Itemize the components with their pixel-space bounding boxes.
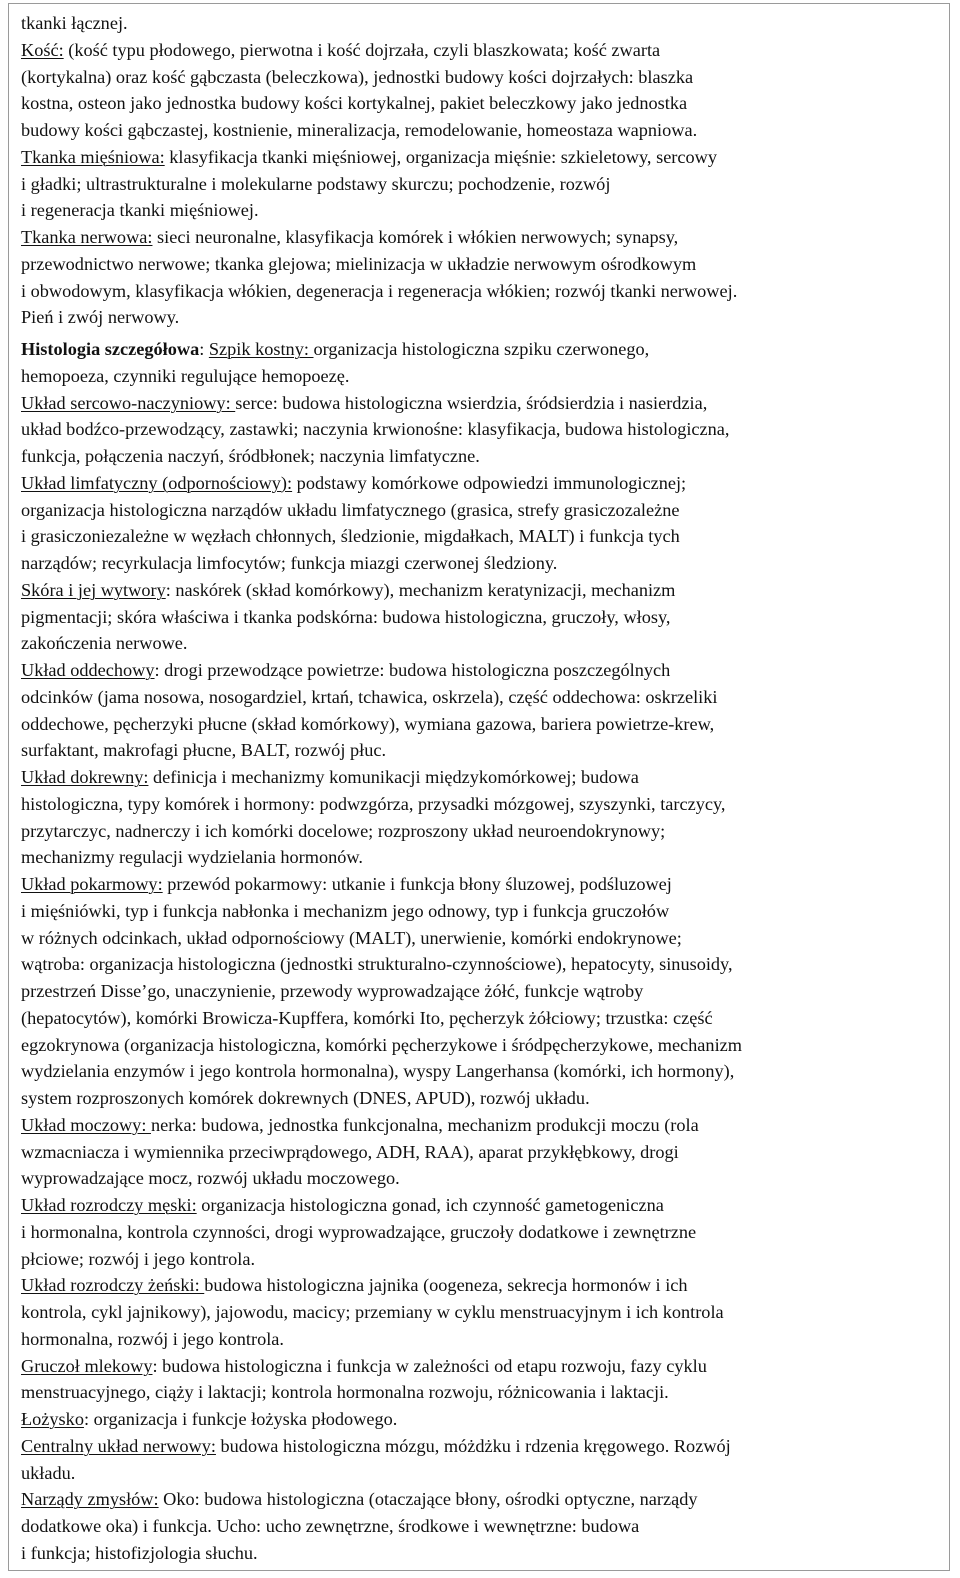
text-line (21, 764, 941, 791)
section-heading: Kość: (21, 39, 64, 60)
text-run: i mięśniówki, typ i funkcja nabłonka i mechanizm jego odnowy, typ i funkcja gruczołów (21, 900, 670, 921)
text-line (21, 1540, 941, 1567)
text-line (21, 1085, 941, 1112)
text-line (21, 1353, 941, 1380)
text-run: (hepatocytów), komórki Browicza-Kupffera, komórki Ito, pęcherzyk żółciowy; trzustka: część (21, 1007, 713, 1028)
text-run: i regeneracja tkanki mięśniowej. (21, 200, 259, 221)
text-line (21, 978, 941, 1005)
section-heading: Tkanka mięśniowa: (21, 146, 165, 167)
text-run: serce: budowa histologiczna wsierdzia, śródsierdzia i nasierdzia, (235, 392, 708, 413)
text-run: i gładki; ultrastrukturalne i molekularne podstawy skurczu; pochodzenie, rozwój (21, 173, 611, 194)
text-run: : (199, 339, 209, 359)
text-run: mechanizmy regulacji wydzielania hormonów. (21, 847, 363, 868)
text-run: narządów; recyrkulacja limfocytów; funkcja miazgi czerwonej śledziony. (21, 553, 558, 573)
text-run: : budowa histologiczna i funkcja w zależności od etapu rozwoju, fazy cyklu (152, 1355, 707, 1376)
text-run: i grasiczoniezależne w węzłach chłonnych, śledzionie, migdałkach, MALT) i funkcja tych (21, 526, 680, 547)
section-heading: Układ sercowo-naczyniowy: (21, 392, 236, 413)
bold-heading: Histologia szczegółowa (21, 339, 200, 359)
text-line (21, 470, 941, 497)
text-line (21, 737, 941, 764)
text-run: : naskórek (skład komórkowy), mechanizm keratynizacji, mechanizm (165, 579, 676, 600)
text-run: funkcja, połączenia naczyń, śródbłonek; naczynia limfatyczne. (21, 446, 480, 466)
text-run: wzmacniacza i wymiennika przeciwprądowego, ADH, RAA), aparat przykłębkowy, drogi (21, 1141, 679, 1162)
text-run: wątroba: organizacja histologiczna (jednostki strukturalno-czynnościowe), hepatocyty, sinusoidy, (21, 954, 733, 975)
text-line (21, 416, 941, 443)
section-heading: Łożysko (21, 1409, 84, 1429)
text-run: Oko: budowa histologiczna (otaczające błony, ośrodki optyczne, narządy (158, 1489, 698, 1510)
text-run: definicja i mechanizmy komunikacji międzykomórkowej; budowa (148, 767, 639, 787)
text-run: (kortykalna) oraz kość gąbczasta (beleczkowa), jednostki budowy kości dojrzałych: blaszka (21, 66, 694, 87)
section-heading: Szpik kostny: (208, 339, 314, 359)
text-run: w różnych odcinkach, układ odpornościowy (MALT), unerwienie, komórki endokrynowe; (21, 927, 682, 948)
text-line (21, 197, 941, 224)
section-heading: Układ limfatyczny (odpornościowy): (21, 472, 293, 493)
text-run: surfaktant, makrofagi płucne, BALT, rozwój płuc. (21, 740, 387, 761)
text-line (21, 1219, 941, 1246)
text-line (21, 1112, 941, 1139)
section-heading: Układ pokarmowy: (21, 874, 163, 894)
text-run: : organizacja i funkcje łożyska płodowego. (83, 1409, 398, 1429)
text-line (21, 1486, 941, 1513)
section-heading: Układ rozrodczy żeński: (21, 1275, 205, 1296)
text-line (21, 577, 941, 604)
text-run: układ bodźco-przewodzący, zastawki; naczynia krwionośne: klasyfikacja, budowa histologiczna, (21, 419, 730, 440)
text-line (21, 1326, 941, 1353)
text-run: budowy kości gąbczastej, kostnienie, mineralizacja, remodelowanie, homeostaza wapniowa. (21, 120, 698, 140)
text-run: przewodnictwo nerwowe; tkanka glejowa; mielinizacja w układzie nerwowym ośrodkowym (21, 253, 697, 274)
text-run: przestrzeń Disse’go, unaczynienie, przewody wyprowadzające żółć, funkcje wątroby (21, 981, 644, 1001)
text-line (21, 278, 941, 305)
text-run: płciowe; rozwój i jego kontrola. (21, 1248, 256, 1269)
text-run: pigmentacji; skóra właściwa i tkanka podskórna: budowa histologiczna, gruczoły, włosy, (21, 606, 671, 627)
text-run: dodatkowe oka) i funkcja. Ucho: ucho zewnętrzne, środkowe i wewnętrzne: budowa (21, 1516, 640, 1536)
section-heading: Centralny układ nerwowy: (21, 1435, 216, 1456)
text-line (21, 1513, 941, 1540)
text-run: hormonalna, rozwój i jego kontrola. (21, 1328, 284, 1349)
text-line (21, 550, 941, 577)
text-run: sieci neuronalne, klasyfikacja komórek i włókien nerwowych; synapsy, (152, 227, 679, 247)
section-heading: Tkanka nerwowa: (21, 227, 153, 247)
text-line (21, 657, 941, 684)
text-line (21, 1032, 941, 1059)
text-line (21, 523, 941, 550)
text-line (21, 10, 941, 37)
text-line (21, 871, 941, 898)
text-line (21, 604, 941, 631)
text-line (21, 304, 941, 331)
text-line (21, 951, 941, 978)
text-line (21, 925, 941, 952)
text-line (21, 1406, 941, 1433)
text-line (21, 1433, 941, 1460)
text-line (21, 898, 941, 925)
text-line (21, 630, 941, 657)
section-heading: Skóra i jej wytwory (21, 579, 166, 600)
text-run: wyprowadzające mocz, rozwój układu moczowego. (21, 1168, 400, 1189)
text-run: klasyfikacja tkanki mięśniowej, organizacja mięśnie: szkieletowy, sercowy (164, 146, 717, 167)
section-heading: Układ dokrewny: (21, 767, 149, 787)
section-heading: Układ rozrodczy męski: (21, 1195, 197, 1215)
text-line (21, 791, 941, 818)
section-heading: Narządy zmysłów: (21, 1489, 159, 1510)
text-run: menstruacyjnego, ciąży i laktacji; kontrola hormonalna rozwoju, różnicowania i laktacji. (21, 1382, 669, 1403)
text-line (21, 363, 941, 390)
text-line (21, 1139, 941, 1166)
text-run: hemopoeza, czynniki regulujące hemopoezę. (21, 365, 350, 386)
document-page (8, 3, 950, 1571)
text-line (21, 1272, 941, 1299)
text-line (21, 336, 941, 363)
text-line (21, 90, 941, 117)
text-run: budowa histologiczna jajnika (oogeneza, sekrecja hormonów i ich (204, 1275, 688, 1296)
text-run: podstawy komórkowe odpowiedzi immunologicznej; (292, 472, 687, 493)
text-run: tkanki łącznej. (21, 13, 128, 33)
text-run: egzokrynowa (organizacja histologiczna, komórki pęcherzykowe i śródpęcherzykowe, mechanizm (21, 1034, 742, 1055)
text-run: kontrola, cykl jajnikowy), jajowodu, macicy; przemiany w cyklu menstruacyjnym i ich kontrola (21, 1302, 724, 1322)
text-run: organizacja histologiczna szpiku czerwonego, (313, 339, 650, 359)
text-line (21, 251, 941, 278)
text-run: kostna, osteon jako jednostka budowy kości kortykalnej, pakiet beleczkowy jako jednostka (21, 93, 688, 114)
document-text (21, 10, 941, 1567)
text-line (21, 144, 941, 171)
text-line (21, 1460, 941, 1487)
text-run: budowa histologiczna mózgu, móżdżku i rdzenia kręgowego. Rozwój (215, 1435, 731, 1456)
text-line (21, 171, 941, 198)
text-line (21, 1379, 941, 1406)
text-line (21, 1192, 941, 1219)
section-heading: Gruczoł mlekowy (21, 1355, 153, 1376)
text-line (21, 1246, 941, 1273)
text-line (21, 64, 941, 91)
text-run: układu. (21, 1462, 76, 1483)
text-run: : drogi przewodzące powietrze: budowa histologiczna poszczególnych (154, 660, 671, 680)
text-run: wydzielania enzymów i jego kontrola hormonalna), wyspy Langerhansa (komórki, ich hormony), (21, 1061, 735, 1082)
text-run: histologiczna, typy komórek i hormony: podwzgórza, przysadki mózgowej, szyszynki, tarczycy, (21, 793, 726, 814)
text-line (21, 844, 941, 871)
text-line (21, 1005, 941, 1032)
text-line (21, 1299, 941, 1326)
text-run: i hormonalna, kontrola czynności, drogi wyprowadzające, gruczoły dodatkowe i zewnętrzne (21, 1221, 697, 1242)
text-line (21, 390, 941, 417)
text-line (21, 711, 941, 738)
text-line (21, 443, 941, 470)
text-run: system rozproszonych komórek dokrewnych (DNES, APUD), rozwój układu. (21, 1088, 590, 1108)
text-run: odcinków (jama nosowa, nosogardziel, krtań, tchawica, oskrzela), część oddechowa: oskrzeliki (21, 686, 718, 707)
text-run: oddechowe, pęcherzyki płucne (skład komórkowy), wymiana gazowa, bariera powietrze-krew, (21, 713, 715, 734)
text-line (21, 1058, 941, 1085)
text-line (21, 684, 941, 711)
text-run: i funkcja; histofizjologia słuchu. (21, 1542, 258, 1563)
text-run: Pień i zwój nerwowy. (21, 307, 180, 328)
section-heading: Układ oddechowy (21, 660, 155, 680)
text-line (21, 37, 941, 64)
text-run: nerka: budowa, jednostka funkcjonalna, mechanizm produkcji moczu (rola (150, 1114, 699, 1135)
section-heading: Układ moczowy: (21, 1114, 151, 1135)
text-line (21, 224, 941, 251)
text-run: organizacja histologiczna narządów układu limfatycznego (grasica, strefy grasiczozależne (21, 499, 680, 520)
text-run: przewód pokarmowy: utkanie i funkcja błony śluzowej, podśluzowej (162, 874, 672, 894)
text-run: (kość typu płodowego, pierwotna i kość dojrzała, czyli blaszkowata; kość zwarta (63, 39, 661, 60)
text-run: przytarczyc, nadnerczy i ich komórki docelowe; rozproszony układ neuroendokrynowy; (21, 820, 666, 841)
text-run: organizacja histologiczna gonad, ich czynność gametogeniczna (196, 1195, 664, 1215)
text-line (21, 497, 941, 524)
text-run: zakończenia nerwowe. (21, 633, 188, 654)
text-run: i obwodowym, klasyfikacja włókien, degeneracja i regeneracja włókien; rozwój tkanki nerwowej. (21, 280, 738, 301)
text-line (21, 1165, 941, 1192)
text-line (21, 818, 941, 845)
text-line (21, 117, 941, 144)
